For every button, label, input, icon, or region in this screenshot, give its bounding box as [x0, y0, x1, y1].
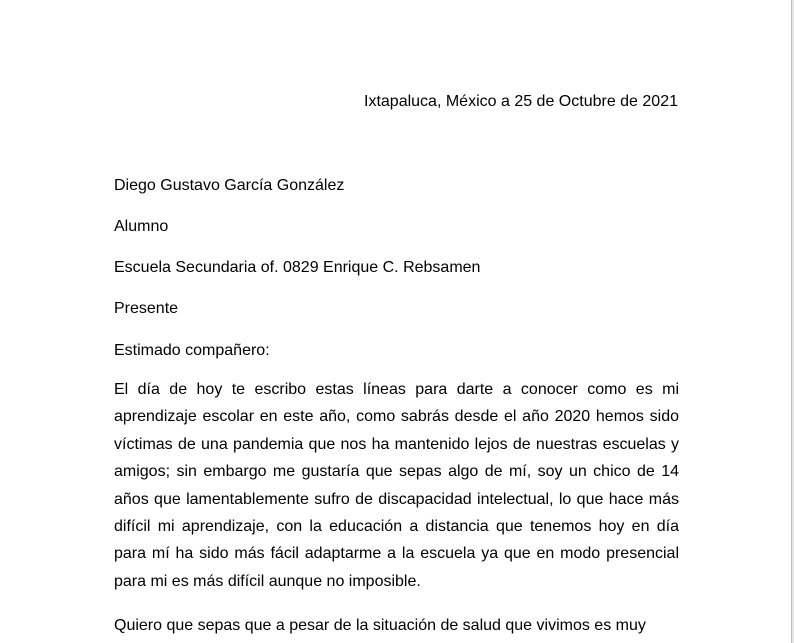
- salutation: Estimado compañero:: [114, 342, 270, 359]
- date-line: Ixtapaluca, México a 25 de Octubre de 2021: [364, 93, 678, 110]
- recipient-name: Diego Gustavo García González: [114, 177, 345, 194]
- recipient-role: Alumno: [114, 218, 169, 235]
- recipient-school: Escuela Secundaria of. 0829 Enrique C. Rebsamen: [114, 259, 481, 276]
- presente-line: Presente: [114, 300, 179, 317]
- body-paragraph-1: El día de hoy te escribo estas líneas para darte a conocer como es mi aprendizaje escolar en este año, como sabrás desde el año 2020 hemos sido víctimas de una pandemia que nos ha mantenido lejos de nuestras escuelas y amigos; sin embargo me gustaría que sepas algo de mí, soy un chico de 14 años que lamentablemente sufro de discapacidad intelectual, lo que hace más difícil mi aprendizaje, con la educación a distancia que tenemos hoy en día para mí ha sido más fácil adaptarme a la escuela ya que en modo presencial para mi es más difícil aunque no imposible.: [114, 381, 679, 590]
- body-paragraph-2: Quiero que sepas que a pesar de la situación de salud que vivimos es muy: [114, 617, 646, 634]
